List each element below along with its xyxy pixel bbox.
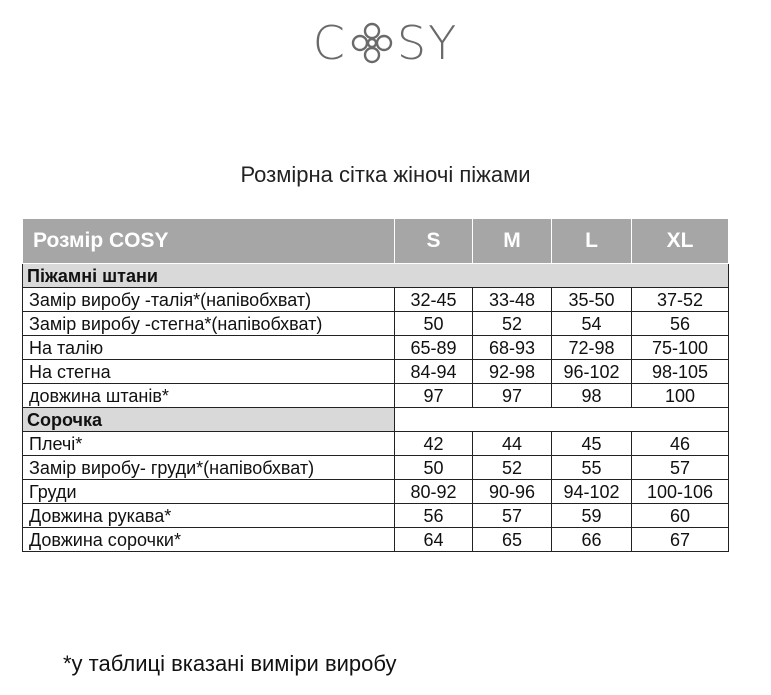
cell-m: 65 [473,528,552,552]
cell-m: 97 [473,384,552,408]
logo-letters-sy: SY [396,16,459,70]
size-chart-table [22,218,729,552]
header-size-xl: XL [632,219,729,264]
footnote: *у таблиці вказані виміри виробу [63,651,397,676]
table-row [23,480,729,504]
cell-xl: 56 [632,312,729,336]
cell-xl: 100 [632,384,729,408]
logo-letter-c: C [312,16,347,70]
cell-s: 97 [395,384,473,408]
cell-l: 66 [552,528,632,552]
table-row [23,384,729,408]
cell-l: 45 [552,432,632,456]
section-row-pants [23,264,729,288]
cell-l: 94-102 [552,480,632,504]
flower-knot-icon [349,20,395,66]
cell-s: 56 [395,504,473,528]
cell-m: 68-93 [473,336,552,360]
row-label: Плечі* [23,432,395,456]
cell-m: 90-96 [473,480,552,504]
row-label: довжина штанів* [23,384,395,408]
row-label: Замір виробу -талія*(напівобхват) [23,288,395,312]
cell-s: 42 [395,432,473,456]
cell-s: 50 [395,312,473,336]
section-blank-cell [395,408,729,432]
cell-l: 98 [552,384,632,408]
cell-xl: 67 [632,528,729,552]
cell-xl: 60 [632,504,729,528]
section-row-shirt [23,408,729,432]
cell-s: 50 [395,456,473,480]
table-row [23,432,729,456]
cell-l: 59 [552,504,632,528]
cell-m: 33-48 [473,288,552,312]
row-label: На стегна [23,360,395,384]
row-label: На талію [23,336,395,360]
cell-s: 84-94 [395,360,473,384]
cell-xl: 98-105 [632,360,729,384]
table-row [23,312,729,336]
cell-s: 32-45 [395,288,473,312]
cell-s: 80-92 [395,480,473,504]
cell-xl: 75-100 [632,336,729,360]
cell-l: 72-98 [552,336,632,360]
cell-l: 54 [552,312,632,336]
row-label: Груди [23,480,395,504]
cell-m: 57 [473,504,552,528]
section-title-shirt: Сорочка [23,408,395,432]
table-row [23,456,729,480]
row-label: Довжина рукава* [23,504,395,528]
cell-s: 64 [395,528,473,552]
cell-l: 35-50 [552,288,632,312]
table-row [23,528,729,552]
row-label: Замір виробу -стегна*(напівобхват) [23,312,395,336]
cell-xl: 57 [632,456,729,480]
header-size-l: L [552,219,632,264]
table-header-row [23,219,729,264]
cell-xl: 37-52 [632,288,729,312]
section-title-pants: Піжамні штани [23,264,729,288]
cell-m: 44 [473,432,552,456]
table-row [23,504,729,528]
cell-xl: 46 [632,432,729,456]
header-size-s: S [395,219,473,264]
row-label: Довжина сорочки* [23,528,395,552]
page-title: Розмірна сітка жіночі піжами [240,162,531,187]
cell-m: 92-98 [473,360,552,384]
header-size-m: M [473,219,552,264]
cell-m: 52 [473,456,552,480]
table-row [23,360,729,384]
header-size-label: Розмір COSY [23,219,395,264]
table-row [23,288,729,312]
cell-s: 65-89 [395,336,473,360]
cosy-logo [0,18,771,68]
table-row [23,336,729,360]
row-label: Замір виробу- груди*(напівобхват) [23,456,395,480]
cell-l: 55 [552,456,632,480]
cell-xl: 100-106 [632,480,729,504]
cell-l: 96-102 [552,360,632,384]
cell-m: 52 [473,312,552,336]
